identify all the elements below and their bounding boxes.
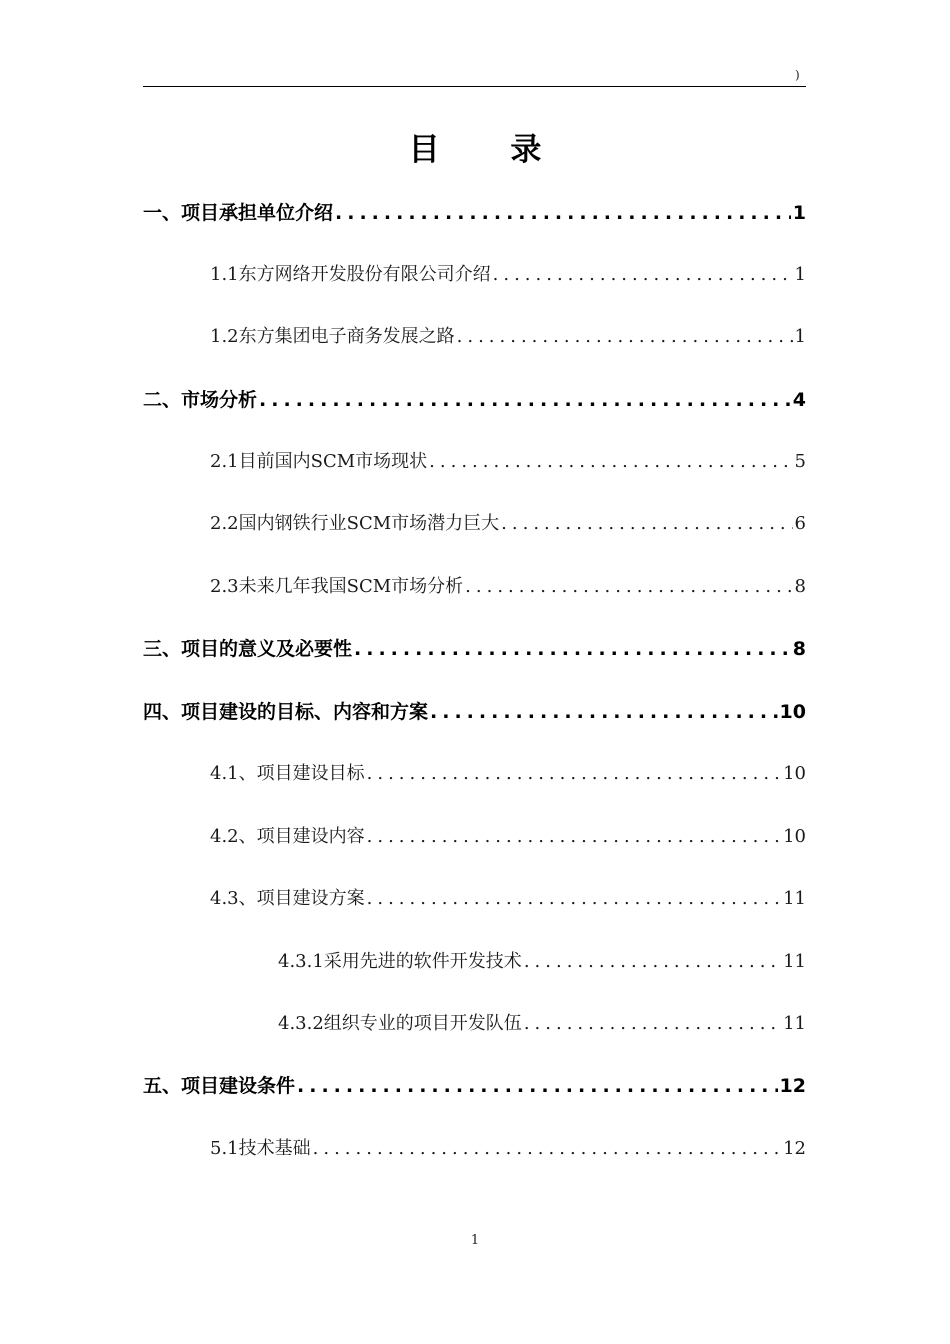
toc-entry-page: 5 bbox=[794, 451, 806, 472]
toc-entry[interactable] bbox=[210, 820, 806, 854]
toc-entry-text: 1.1东方网络开发股份有限公司介绍 bbox=[210, 264, 491, 285]
toc-entry-text: 1.2东方集团电子商务发展之路 bbox=[210, 326, 455, 347]
toc-entry-text: 4.3、项目建设方案 bbox=[210, 888, 365, 909]
toc-entry-text: 2.3未来几年我国SCM市场分析 bbox=[210, 576, 464, 597]
toc-leader bbox=[493, 258, 793, 292]
toc-entry[interactable] bbox=[278, 945, 806, 979]
toc-leader bbox=[354, 632, 791, 666]
toc-leader bbox=[429, 445, 792, 479]
toc-entry-page: 8 bbox=[792, 638, 806, 660]
toc-entry-text: 4.3.1采用先进的软件开发技术 bbox=[278, 951, 522, 972]
toc-entry-text: 2.1目前国内SCM市场现状 bbox=[210, 451, 428, 472]
toc-entry[interactable] bbox=[143, 695, 806, 729]
toc-entry-page: 11 bbox=[783, 888, 806, 909]
toc-leader bbox=[335, 196, 791, 230]
toc-entry-page: 10 bbox=[779, 701, 806, 723]
toc-entry[interactable] bbox=[210, 757, 806, 791]
toc-entry-page: 6 bbox=[794, 513, 806, 534]
toc-leader bbox=[501, 507, 792, 541]
toc-entry-text: 4.3.2组织专业的项目开发队伍 bbox=[278, 1013, 522, 1034]
toc-entry-page: 10 bbox=[783, 826, 806, 847]
toc-leader bbox=[367, 757, 781, 791]
toc-leader bbox=[259, 383, 791, 417]
toc-entry[interactable] bbox=[143, 383, 806, 417]
toc-entry[interactable] bbox=[143, 1069, 806, 1103]
page-number: 1 bbox=[470, 1233, 480, 1248]
toc-entry-page: 11 bbox=[783, 1013, 806, 1034]
toc-entry-text: 4.1、项目建设目标 bbox=[210, 763, 365, 784]
toc-entry-page: 1 bbox=[794, 326, 806, 347]
toc-entry-page: 12 bbox=[783, 1138, 806, 1159]
toc-leader bbox=[430, 695, 778, 729]
toc-entry[interactable] bbox=[210, 320, 806, 354]
toc-entry-text: 2.2国内钢铁行业SCM市场潜力巨大 bbox=[210, 513, 500, 534]
toc-entry[interactable] bbox=[210, 570, 806, 604]
toc-entry-page: 12 bbox=[779, 1075, 806, 1097]
toc-entry-page: 1 bbox=[792, 202, 806, 224]
toc-entry-text: 五、项目建设条件 bbox=[143, 1075, 296, 1097]
toc-entry[interactable] bbox=[278, 1007, 806, 1041]
toc-entry-text: 一、项目承担单位介绍 bbox=[143, 202, 334, 224]
toc-entry[interactable] bbox=[210, 258, 806, 292]
header-rule bbox=[143, 86, 806, 87]
toc-title: 目 录 bbox=[408, 132, 572, 168]
toc-leader bbox=[524, 945, 781, 979]
toc-entry-text: 4.2、项目建设内容 bbox=[210, 826, 365, 847]
toc-leader bbox=[457, 320, 793, 354]
toc-entry-page: 10 bbox=[783, 763, 806, 784]
toc-entry[interactable] bbox=[210, 507, 806, 541]
toc-leader bbox=[367, 882, 781, 916]
toc-leader bbox=[313, 1132, 781, 1166]
toc-entry-page: 11 bbox=[783, 951, 806, 972]
toc-entry[interactable] bbox=[143, 196, 806, 230]
toc-leader bbox=[465, 570, 792, 604]
toc-entry[interactable] bbox=[143, 632, 806, 666]
toc-entry[interactable] bbox=[210, 882, 806, 916]
toc-leader bbox=[524, 1007, 781, 1041]
toc-leader bbox=[367, 820, 781, 854]
toc-entry-page: 1 bbox=[794, 264, 806, 285]
header-mark: ) bbox=[795, 68, 800, 82]
toc-entry-text: 二、市场分析 bbox=[143, 389, 258, 411]
toc-entry-text: 三、项目的意义及必要性 bbox=[143, 638, 353, 660]
toc-entry-page: 8 bbox=[794, 576, 806, 597]
toc-leader bbox=[297, 1069, 778, 1103]
toc-entry-text: 5.1技术基础 bbox=[210, 1138, 311, 1159]
toc-entry-text: 四、项目建设的目标、内容和方案 bbox=[143, 701, 429, 723]
toc-entry-page: 4 bbox=[792, 389, 806, 411]
toc-entry[interactable] bbox=[210, 1132, 806, 1166]
toc-entry[interactable] bbox=[210, 445, 806, 479]
